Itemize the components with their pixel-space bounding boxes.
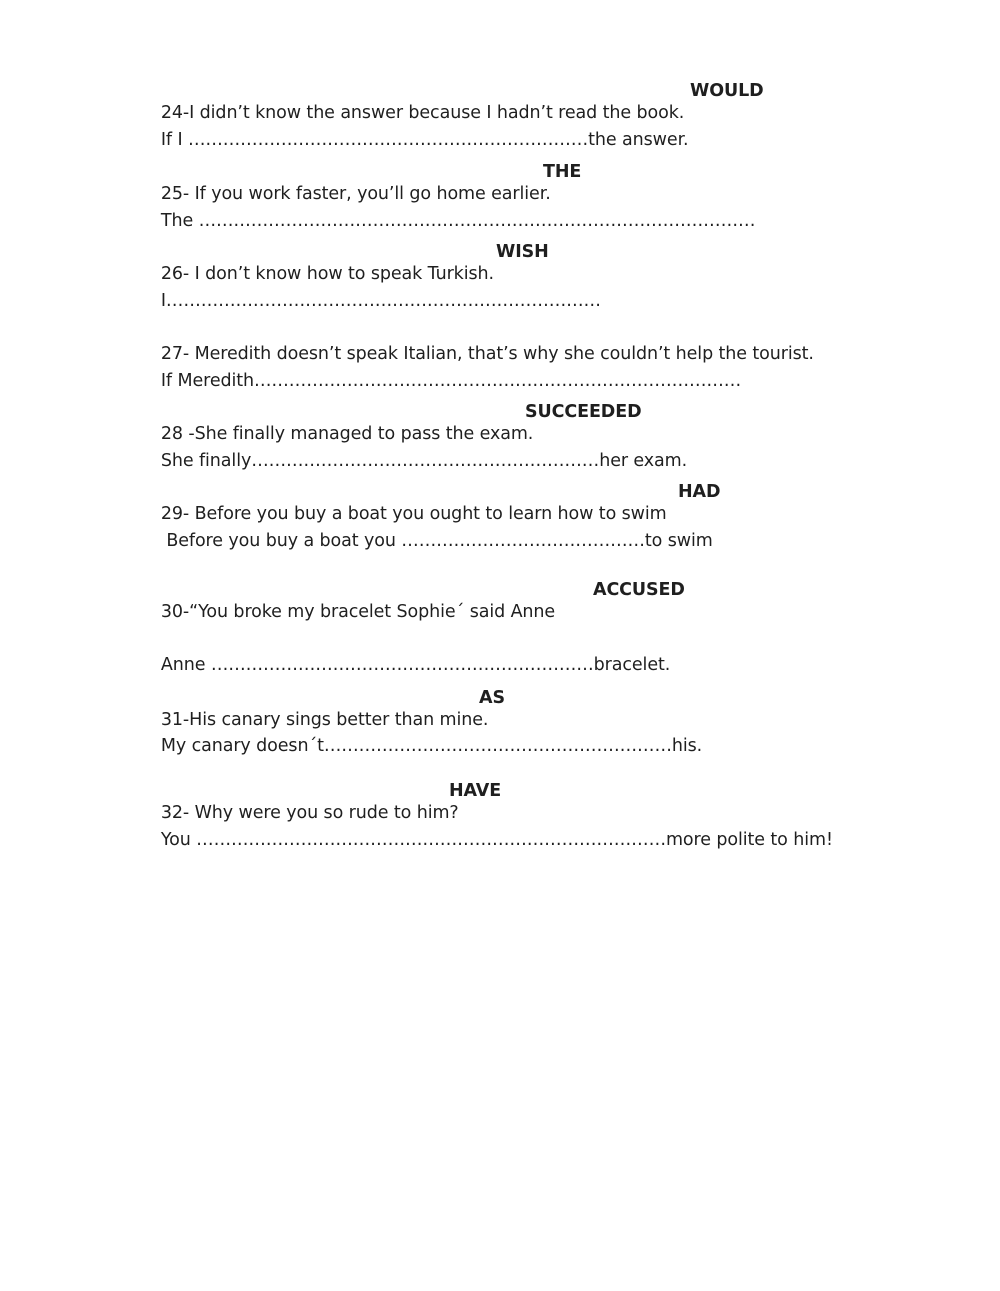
sentence-text: 29- Before you buy a boat you ought to learn how to swim — [160, 504, 667, 524]
keyword: WISH — [496, 242, 549, 262]
answer-text: If I ……………………………………………………………the answer. — [160, 130, 689, 150]
sentence-text: 25- If you work faster, you’ll go home earlier. — [160, 184, 551, 204]
answer-text: Before you buy a boat you ……………………………………to swim — [160, 531, 713, 551]
sentence-text: 26- I don’t know how to speak Turkish. — [160, 264, 494, 284]
keyword: THE — [543, 162, 582, 182]
sentence-text: 27- Meredith doesn’t speak Italian, that’s why she couldn’t help the tourist. — [160, 344, 814, 364]
sentence-text: 28 -She finally managed to pass the exam. — [160, 424, 534, 444]
answer-text: She finally……………………………………………………her exam. — [160, 451, 688, 471]
keyword: WOULD — [690, 81, 764, 101]
answer-text: I………………………………………………………………… — [160, 291, 601, 311]
keyword: SUCCEEDED — [525, 402, 642, 422]
answer-text: My canary doesn´t……………………………………………………his. — [160, 736, 703, 756]
answer-text: If Meredith………………………………………………………………………… — [160, 371, 742, 391]
answer-text: Anne …………………………………………………………bracelet. — [160, 655, 671, 675]
keyword: HAD — [678, 482, 721, 502]
sentence-text: 30-“You broke my bracelet Sophie´ said Anne — [160, 602, 556, 622]
exercise-31-answer-line — [139, 713, 703, 779]
answer-text: The …………………………………………………………………………………… — [160, 211, 756, 231]
sentence-text: 31-His canary sings better than mine. — [160, 710, 489, 730]
exercise-29-answer-line — [139, 508, 713, 574]
sentence-text: 32- Why were you so rude to him? — [160, 803, 459, 823]
keyword: AS — [479, 688, 505, 708]
sentence-text: 24-I didn’t know the answer because I hadn’t read the book. — [160, 103, 685, 123]
answer-text: You ………………………………………………………………………more polite to him! — [160, 830, 833, 850]
exercise-32-answer-line — [139, 807, 833, 873]
keyword: ACCUSED — [593, 580, 685, 600]
keyword: HAVE — [449, 781, 502, 801]
